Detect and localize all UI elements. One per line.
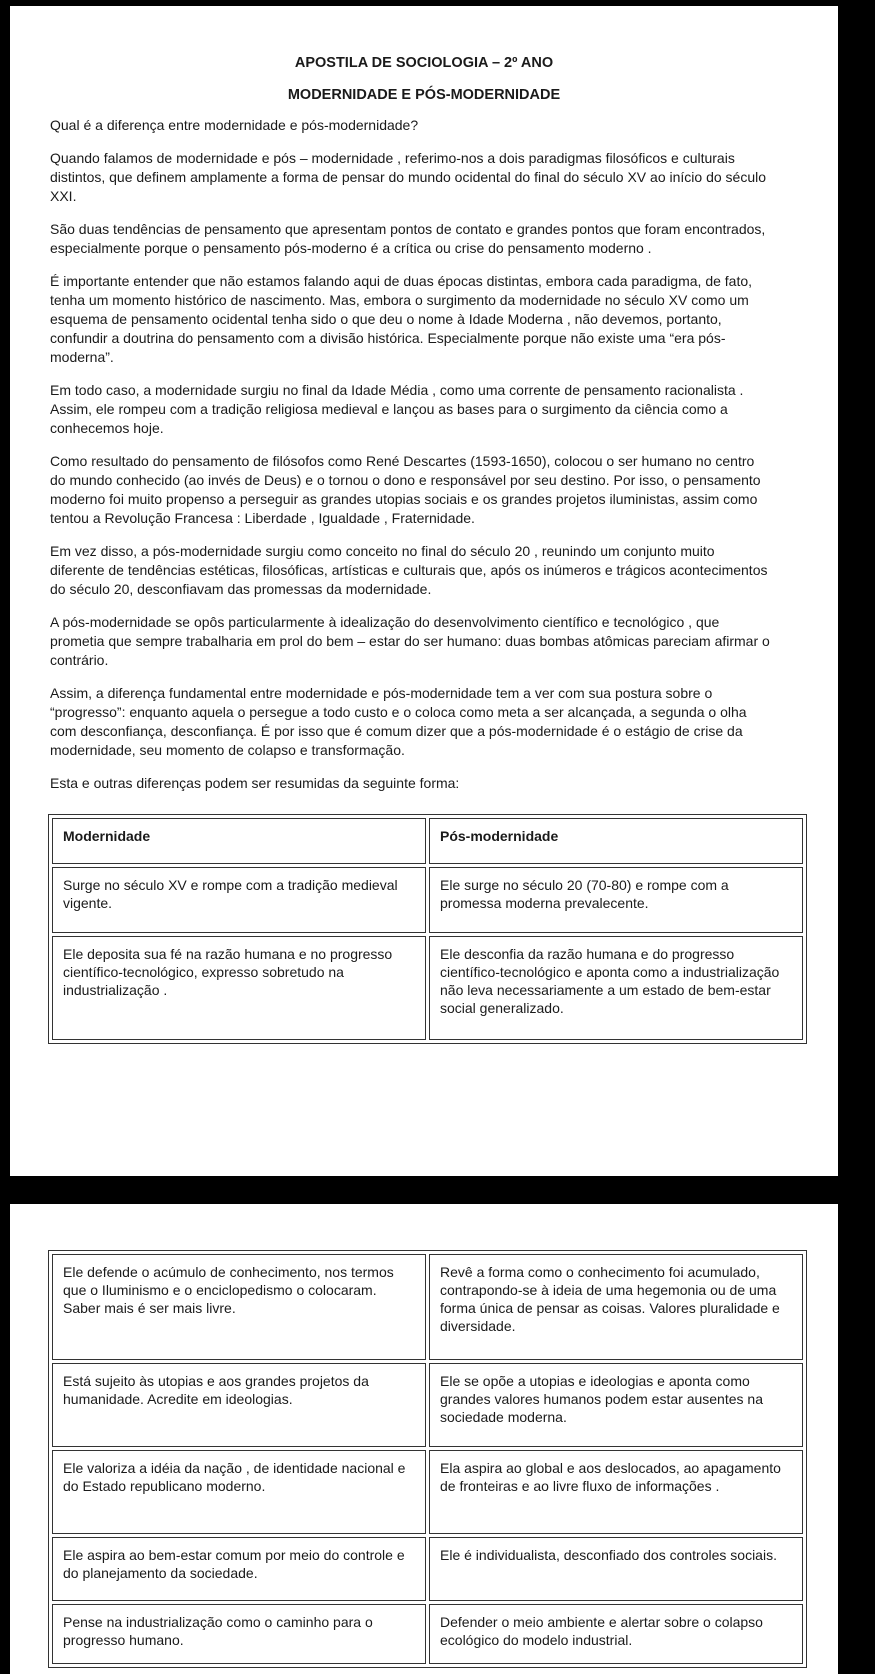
paragraph: É importante entender que não estamos falando aqui de duas épocas distintas, embora cada paradigma, de fato, tenha um momento histórico de nascimento. Mas, embora o surgimento da modernidade no século XV como um esquema de pensamento ocidental tenha sido o que deu o nome à Idade Moderna , não devemos, portanto, confundir a doutrina do pensamento com a divisão histórica. Especialmente porque não existe uma “era pós-moderna”. [50, 273, 753, 365]
table-cell: Ele deposita sua fé na razão humana e no progresso científico-tecnológico, expresso sobretudo na industrialização . [52, 936, 426, 1040]
table-cell: Revê a forma como o conhecimento foi acumulado, contrapondo-se à ideia de uma hegemonia ou de uma forma única de pensar as coisas. Valores pluralidade e diversidade. [429, 1254, 803, 1360]
body-text [50, 116, 770, 807]
table-cell: Pense na industrialização como o caminho para o progresso humano. [52, 1604, 426, 1664]
comparison-table-continued [48, 1250, 807, 1668]
document-subtitle: MODERNIDADE E PÓS-MODERNIDADE [287, 87, 561, 103]
paragraph: Qual é a diferença entre modernidade e pós-modernidade? [50, 117, 419, 133]
table-header-modernidade: Modernidade [52, 818, 426, 864]
table-cell: Ele defende o acúmulo de conhecimento, nos termos que o Iluminismo e o enciclopedismo o colocaram. Saber mais é ser mais livre. [52, 1254, 426, 1360]
table-cell: Ele valoriza a idéia da nação , de identidade nacional e do Estado republicano moderno. [52, 1450, 426, 1534]
table-cell: Ele é individualista, desconfiado dos controles sociais. [429, 1537, 803, 1601]
paragraph: Assim, a diferença fundamental entre modernidade e pós-modernidade tem a ver com sua postura sobre o “progresso”: enquanto aquela o persegue a todo custo e o coloca como meta a ser alcançada, a segunda o olha com desconfiança, desconfiança. É por isso que é comum dizer que a pós-modernidade é o estágio de crise da modernidade, seu momento de colapso e transformação. [50, 685, 747, 758]
table-cell: Ele desconfia da razão humana e do progresso científico-tecnológico e aponta como a industrialização não leva necessariamente a um estado de bem-estar social generalizado. [429, 936, 803, 1040]
paragraph: São duas tendências de pensamento que apresentam pontos de contato e grandes pontos que foram encontrados, especialmente porque o pensamento pós-moderno é a crítica ou crise do pensamento moderno . [50, 221, 766, 256]
table-header-pos-modernidade: Pós-modernidade [429, 818, 803, 864]
table-cell: Defender o meio ambiente e alertar sobre o colapso ecológico do modelo industrial. [429, 1604, 803, 1664]
table-cell: Ele aspira ao bem-estar comum por meio do controle e do planejamento da sociedade. [52, 1537, 426, 1601]
document-page-2 [10, 1204, 838, 1674]
paragraph: Em todo caso, a modernidade surgiu no final da Idade Média , como uma corrente de pensamento racionalista . Assim, ele rompeu com a tradição religiosa medieval e lançou as bases para o surgimento da ciência como a conhecemos hoje. [50, 382, 744, 436]
comparison-table [48, 814, 807, 1044]
paragraph: Como resultado do pensamento de filósofos como René Descartes (1593-1650), colocou o ser humano no centro do mundo conhecido (ao invés de Deus) e o tornou o dono e responsável por seu destino. Por isso, o pensamento moderno foi muito propenso a perseguir as grandes utopias sociais e os grandes projetos iluministas, assim como tentou a Revolução Francesa : Liberdade , Igualdade , Fraternidade. [50, 453, 761, 526]
paragraph: Esta e outras diferenças podem ser resumidas da seguinte forma: [50, 775, 460, 791]
table-cell: Ele surge no século 20 (70-80) e rompe com a promessa moderna prevalecente. [429, 867, 803, 933]
paragraph: A pós-modernidade se opôs particularmente à idealização do desenvolvimento científico e tecnológico , que prometia que sempre trabalharia em prol do bem – estar do ser humano: duas bombas atômicas pareciam afirmar o contrário. [50, 614, 770, 668]
table-cell: Surge no século XV e rompe com a tradição medieval vigente. [52, 867, 426, 933]
table-cell: Ele se opõe a utopias e ideologias e aponta como grandes valores humanos podem estar ausentes na sociedade moderna. [429, 1363, 803, 1447]
document-page-1 [10, 6, 838, 1176]
paragraph: Quando falamos de modernidade e pós – modernidade , referimo-nos a dois paradigmas filosóficos e culturais distintos, que definem amplamente a forma de pensar do mundo ocidental do final do século XV ao início do século XXI. [50, 150, 766, 204]
table-cell: Está sujeito às utopias e aos grandes projetos da humanidade. Acredite em ideologias. [52, 1363, 426, 1447]
paragraph: Em vez disso, a pós-modernidade surgiu como conceito no final do século 20 , reunindo um conjunto muito diferente de tendências estéticas, filosóficas, artísticas e culturais que, após os inúmeros e trágicos acontecimentos do século 20, desconfiavam das promessas da modernidade. [50, 543, 768, 597]
table-cell: Ela aspira ao global e aos deslocados, ao apagamento de fronteiras e ao livre fluxo de informações . [429, 1450, 803, 1534]
document-title: APOSTILA DE SOCIOLOGIA – 2º ANO [294, 55, 554, 71]
